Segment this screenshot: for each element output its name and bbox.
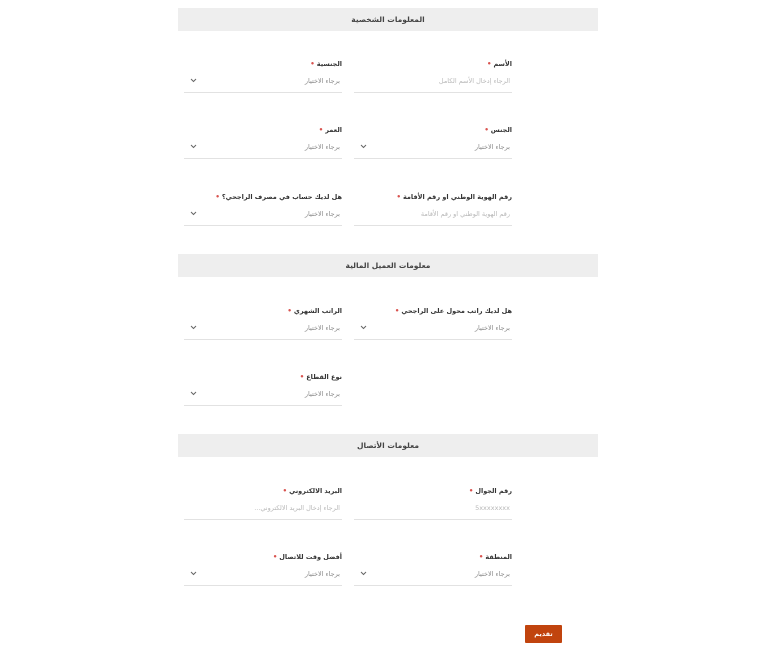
region-label: المنطقة bbox=[485, 553, 512, 561]
sector-label: نوع القطاع bbox=[306, 373, 342, 381]
chevron-down-icon bbox=[360, 135, 367, 159]
region-select[interactable]: برجاء الاختيار bbox=[354, 562, 512, 586]
national-id-field bbox=[354, 192, 512, 226]
rajhi-account-select[interactable]: برجاء الاختيار bbox=[184, 202, 342, 226]
required-mark: • bbox=[396, 193, 401, 201]
nationality-select[interactable]: برجاء الاختيار bbox=[184, 69, 342, 93]
chevron-down-icon bbox=[190, 382, 197, 406]
gender-label: الجنس bbox=[490, 126, 512, 134]
section-header-personal: المعلومات الشخصية bbox=[178, 8, 598, 31]
monthly-salary-select[interactable]: برجاء الاختيار bbox=[184, 316, 342, 340]
required-mark: • bbox=[394, 307, 400, 315]
nationality-label: الجنسية bbox=[316, 60, 342, 68]
required-mark: • bbox=[486, 60, 492, 68]
national-id-label: رقم الهوية الوطني او رقم الأقامة bbox=[402, 193, 512, 201]
region-field bbox=[354, 552, 512, 586]
mobile-label: رقم الجوال bbox=[475, 487, 512, 495]
rajhi-account-label: هل لديك حساب في مصرف الراجحي؟ bbox=[221, 193, 342, 201]
nationality-field bbox=[184, 59, 342, 93]
best-time-select[interactable]: برجاء الاختيار bbox=[184, 562, 342, 586]
monthly-salary-field bbox=[184, 306, 342, 340]
mobile-input[interactable]: 5xxxxxxxx bbox=[354, 496, 512, 520]
required-mark: • bbox=[282, 487, 288, 495]
monthly-salary-label: الراتب الشهري bbox=[293, 307, 342, 315]
salary-transfer-label: هل لديك راتب محول على الراجحي bbox=[401, 307, 512, 315]
email-input[interactable]: الرجاء إدخال البريد الالكتروني... bbox=[184, 496, 342, 520]
name-field bbox=[354, 59, 512, 93]
required-mark: • bbox=[468, 487, 474, 495]
chevron-down-icon bbox=[360, 562, 367, 586]
chevron-down-icon bbox=[190, 316, 197, 340]
mobile-field bbox=[354, 486, 512, 520]
salary-transfer-select[interactable]: برجاء الاختيار bbox=[354, 316, 512, 340]
sector-field bbox=[184, 372, 342, 406]
chevron-down-icon bbox=[190, 202, 197, 226]
required-mark: • bbox=[299, 373, 305, 381]
age-field bbox=[184, 125, 342, 159]
chevron-down-icon bbox=[360, 316, 367, 340]
best-time-field bbox=[184, 552, 342, 586]
gender-field bbox=[354, 125, 512, 159]
email-label: البريد الالكتروني bbox=[289, 487, 342, 495]
submit-button[interactable]: تقديم bbox=[525, 625, 562, 643]
required-mark: • bbox=[310, 60, 315, 68]
email-field bbox=[184, 486, 342, 520]
section-header-contact: معلومات الأتصال bbox=[178, 434, 598, 457]
age-select[interactable]: برجاء الاختيار bbox=[184, 135, 342, 159]
age-label: العمر bbox=[325, 126, 342, 134]
name-input[interactable]: الرجاء إدخال الأسم الكامل bbox=[354, 69, 512, 93]
required-mark: • bbox=[215, 193, 220, 201]
required-mark: • bbox=[318, 126, 324, 134]
national-id-input[interactable]: رقم الهوية الوطني او رقم الأقامة bbox=[354, 202, 512, 226]
required-mark: • bbox=[287, 307, 292, 315]
salary-transfer-field bbox=[354, 306, 512, 340]
rajhi-account-field bbox=[184, 192, 342, 226]
best-time-label: أفضل وقت للاتصال bbox=[279, 553, 342, 561]
required-mark: • bbox=[272, 553, 278, 561]
gender-select[interactable]: برجاء الاختيار bbox=[354, 135, 512, 159]
chevron-down-icon bbox=[190, 69, 197, 93]
chevron-down-icon bbox=[190, 135, 197, 159]
name-label: الأسم bbox=[493, 60, 512, 68]
required-mark: • bbox=[478, 553, 484, 561]
section-header-financial: معلومات العميل المالية bbox=[178, 254, 598, 277]
required-mark: • bbox=[484, 126, 489, 134]
sector-select[interactable]: برجاء الاختيار bbox=[184, 382, 342, 406]
chevron-down-icon bbox=[190, 562, 197, 586]
